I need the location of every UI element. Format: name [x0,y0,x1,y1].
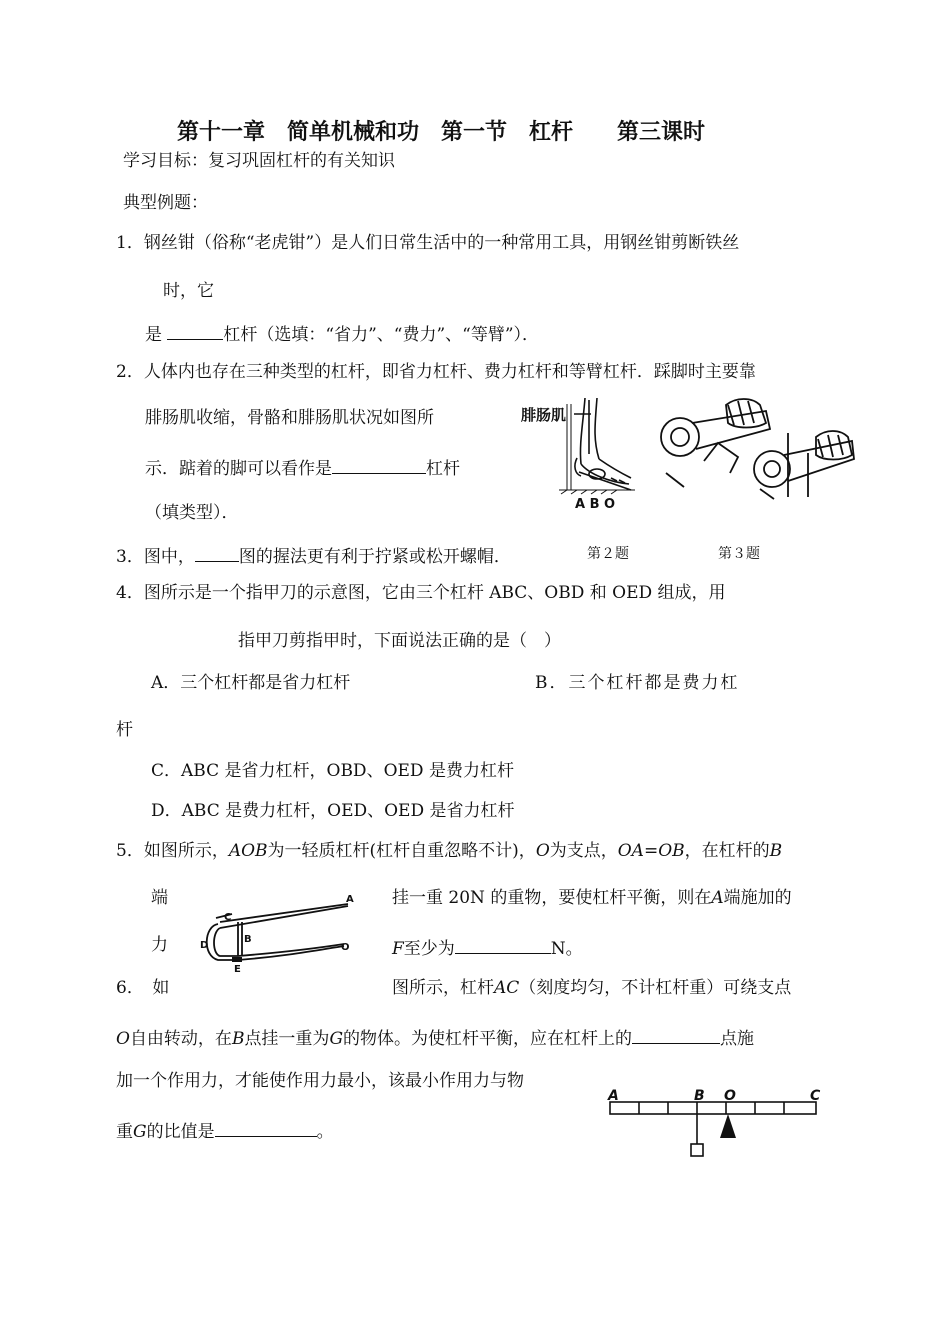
fig-muscle-label: 腓肠肌 [521,406,567,424]
q1-line3 [145,323,539,344]
q2-line3-suffix: 杠杆 [426,459,460,479]
q6-text: 。 [316,1122,334,1142]
q4-option-a[interactable]: A．三个杠杆都是省力杠杆 [151,673,351,693]
q3-suffix: 图的握法更有利于拧紧或松开螺帽． [238,547,511,567]
q5-answer-blank[interactable] [455,937,551,954]
q5-var-aob: AOB [228,841,268,861]
q2-line3 [145,457,460,478]
q1-line3-suffix: 杠杆（选填：“省力”、“费力”、“等臂”）． [223,325,540,345]
fig-abo-label: A B O [575,497,616,512]
q1-line2: 时，它 [163,281,214,301]
q6-text: （刻度均匀，不计杠杆重）可绕支点 [519,978,792,998]
foot-lever-figure [519,394,639,514]
q5-text: 挂一重 20N 的重物，要使杠杆平衡，则在 [392,888,712,908]
q5-text: 端施加的 [723,888,792,908]
q2-line1: 2．人体内也存在三种类型的杠杆，即省力杠杆、费力杠杆和等臂杠杆．踩脚时主要靠 [116,362,756,382]
q6-text: 图所示，杠杆 [392,978,494,998]
learning-objective: 学习目标：复习巩固杠杆的有关知识 [123,151,395,171]
q3-caption: 第３题 [718,546,760,562]
q4-line2: 指甲刀剪指甲时，下面说法正确的是（ ） [238,631,561,651]
q5-var-a: A [711,888,724,908]
q4-option-b[interactable]: B．三个杠杆都是费力杠 [535,673,740,693]
q6-var-b: B [231,1029,245,1049]
q5-var-oa-ob: OA=OB [617,841,685,861]
q6-line1 [392,980,791,997]
q6-text: 点挂一重为 [244,1029,330,1049]
q6-text: 的比值是 [146,1122,215,1142]
q2-answer-blank[interactable] [332,457,426,474]
q5-text: ，在杠杆的 [684,841,770,861]
q6-var-g: G [329,1029,344,1049]
q2-line2: 腓肠肌收缩，骨骼和腓肠肌状况如图所 [145,408,434,428]
q6-text: 自由转动，在 [129,1029,232,1049]
q6-line2 [116,1027,754,1048]
q1-answer-blank[interactable] [167,323,223,340]
q5-text: 为支点， [549,841,618,861]
fig-label-a: A [346,894,354,905]
fig-label-e: E [234,964,241,975]
q5-line3 [392,937,583,958]
q6-ratio-blank[interactable] [215,1120,317,1137]
q6-point-blank[interactable] [632,1027,720,1044]
q5-duan: 端 [151,888,168,908]
q5-var-f: F [392,939,404,959]
q5-line2 [392,890,792,907]
q6-text: 点施 [720,1029,755,1049]
q5-text: N。 [550,939,583,959]
q3-line1 [116,545,511,566]
page-title: 第十一章 简单机械和功 第一节 杠杆 第三课时 [177,120,706,145]
q5-var-b: B [769,841,783,861]
q5-text: 5．如图所示， [116,841,229,861]
q6-var-ac: AC [494,978,520,998]
wrench-figure [656,393,858,501]
examples-heading: 典型例题： [123,193,208,213]
q4-option-c[interactable]: C．ABC 是省力杠杆，OBD、OED 是费力杠杆 [151,761,514,781]
q5-text: 为一轻质杠杆(杠杆自重忽略不计)， [267,841,536,861]
nail-clipper-figure [198,894,354,975]
q5-li: 力 [151,935,168,955]
lever-ac-figure [606,1086,824,1160]
q6-text: 重 [116,1122,133,1142]
q4-option-b-cont: 杆 [116,720,133,740]
q1-line1: 1．钢丝钳（俗称“老虎钳”）是人们日常生活中的一种常用工具，用钢丝钳剪断铁丝 [116,233,740,253]
q5-line1 [116,843,782,860]
fig-label-o: O [341,942,350,953]
q2-line3-prefix: 示．踮着的脚可以看作是 [145,459,332,479]
q5-text: 至少为 [403,939,455,959]
fig-label-b: B [694,1088,705,1104]
q6-line3: 加一个作用力，才能使作用力最小，该最小作用力与物 [116,1071,524,1091]
q5-var-o: O [535,841,550,861]
q6-text: 的物体。为使杠杆平衡，应在杠杆上的 [343,1029,633,1049]
q2-caption: 第２题 [587,546,629,562]
fig-label-c: C [810,1088,821,1104]
fig-label-b: B [244,934,252,945]
fig-label-d: D [200,940,209,951]
fig-label-c: C [224,912,232,923]
q6-var-o: O [116,1029,130,1049]
fig-label-o: O [724,1088,736,1104]
q6-var-g: G [133,1122,147,1142]
q2-line4: （填类型）． [145,503,239,523]
q4-option-d[interactable]: D．ABC 是费力杠杆，OED、OED 是省力杠杆 [151,801,515,821]
q4-line1: 4．图所示是一个指甲刀的示意图，它由三个杠杆 ABC、OBD 和 OED 组成，用 [116,583,726,603]
fig-label-a: A [608,1088,619,1104]
q3-answer-blank[interactable] [195,545,239,562]
q6-number: 6． 如 [116,978,170,998]
q3-prefix: 3．图中， [116,547,195,567]
q6-line4 [116,1120,334,1141]
q1-line3-prefix: 是 [145,325,162,345]
